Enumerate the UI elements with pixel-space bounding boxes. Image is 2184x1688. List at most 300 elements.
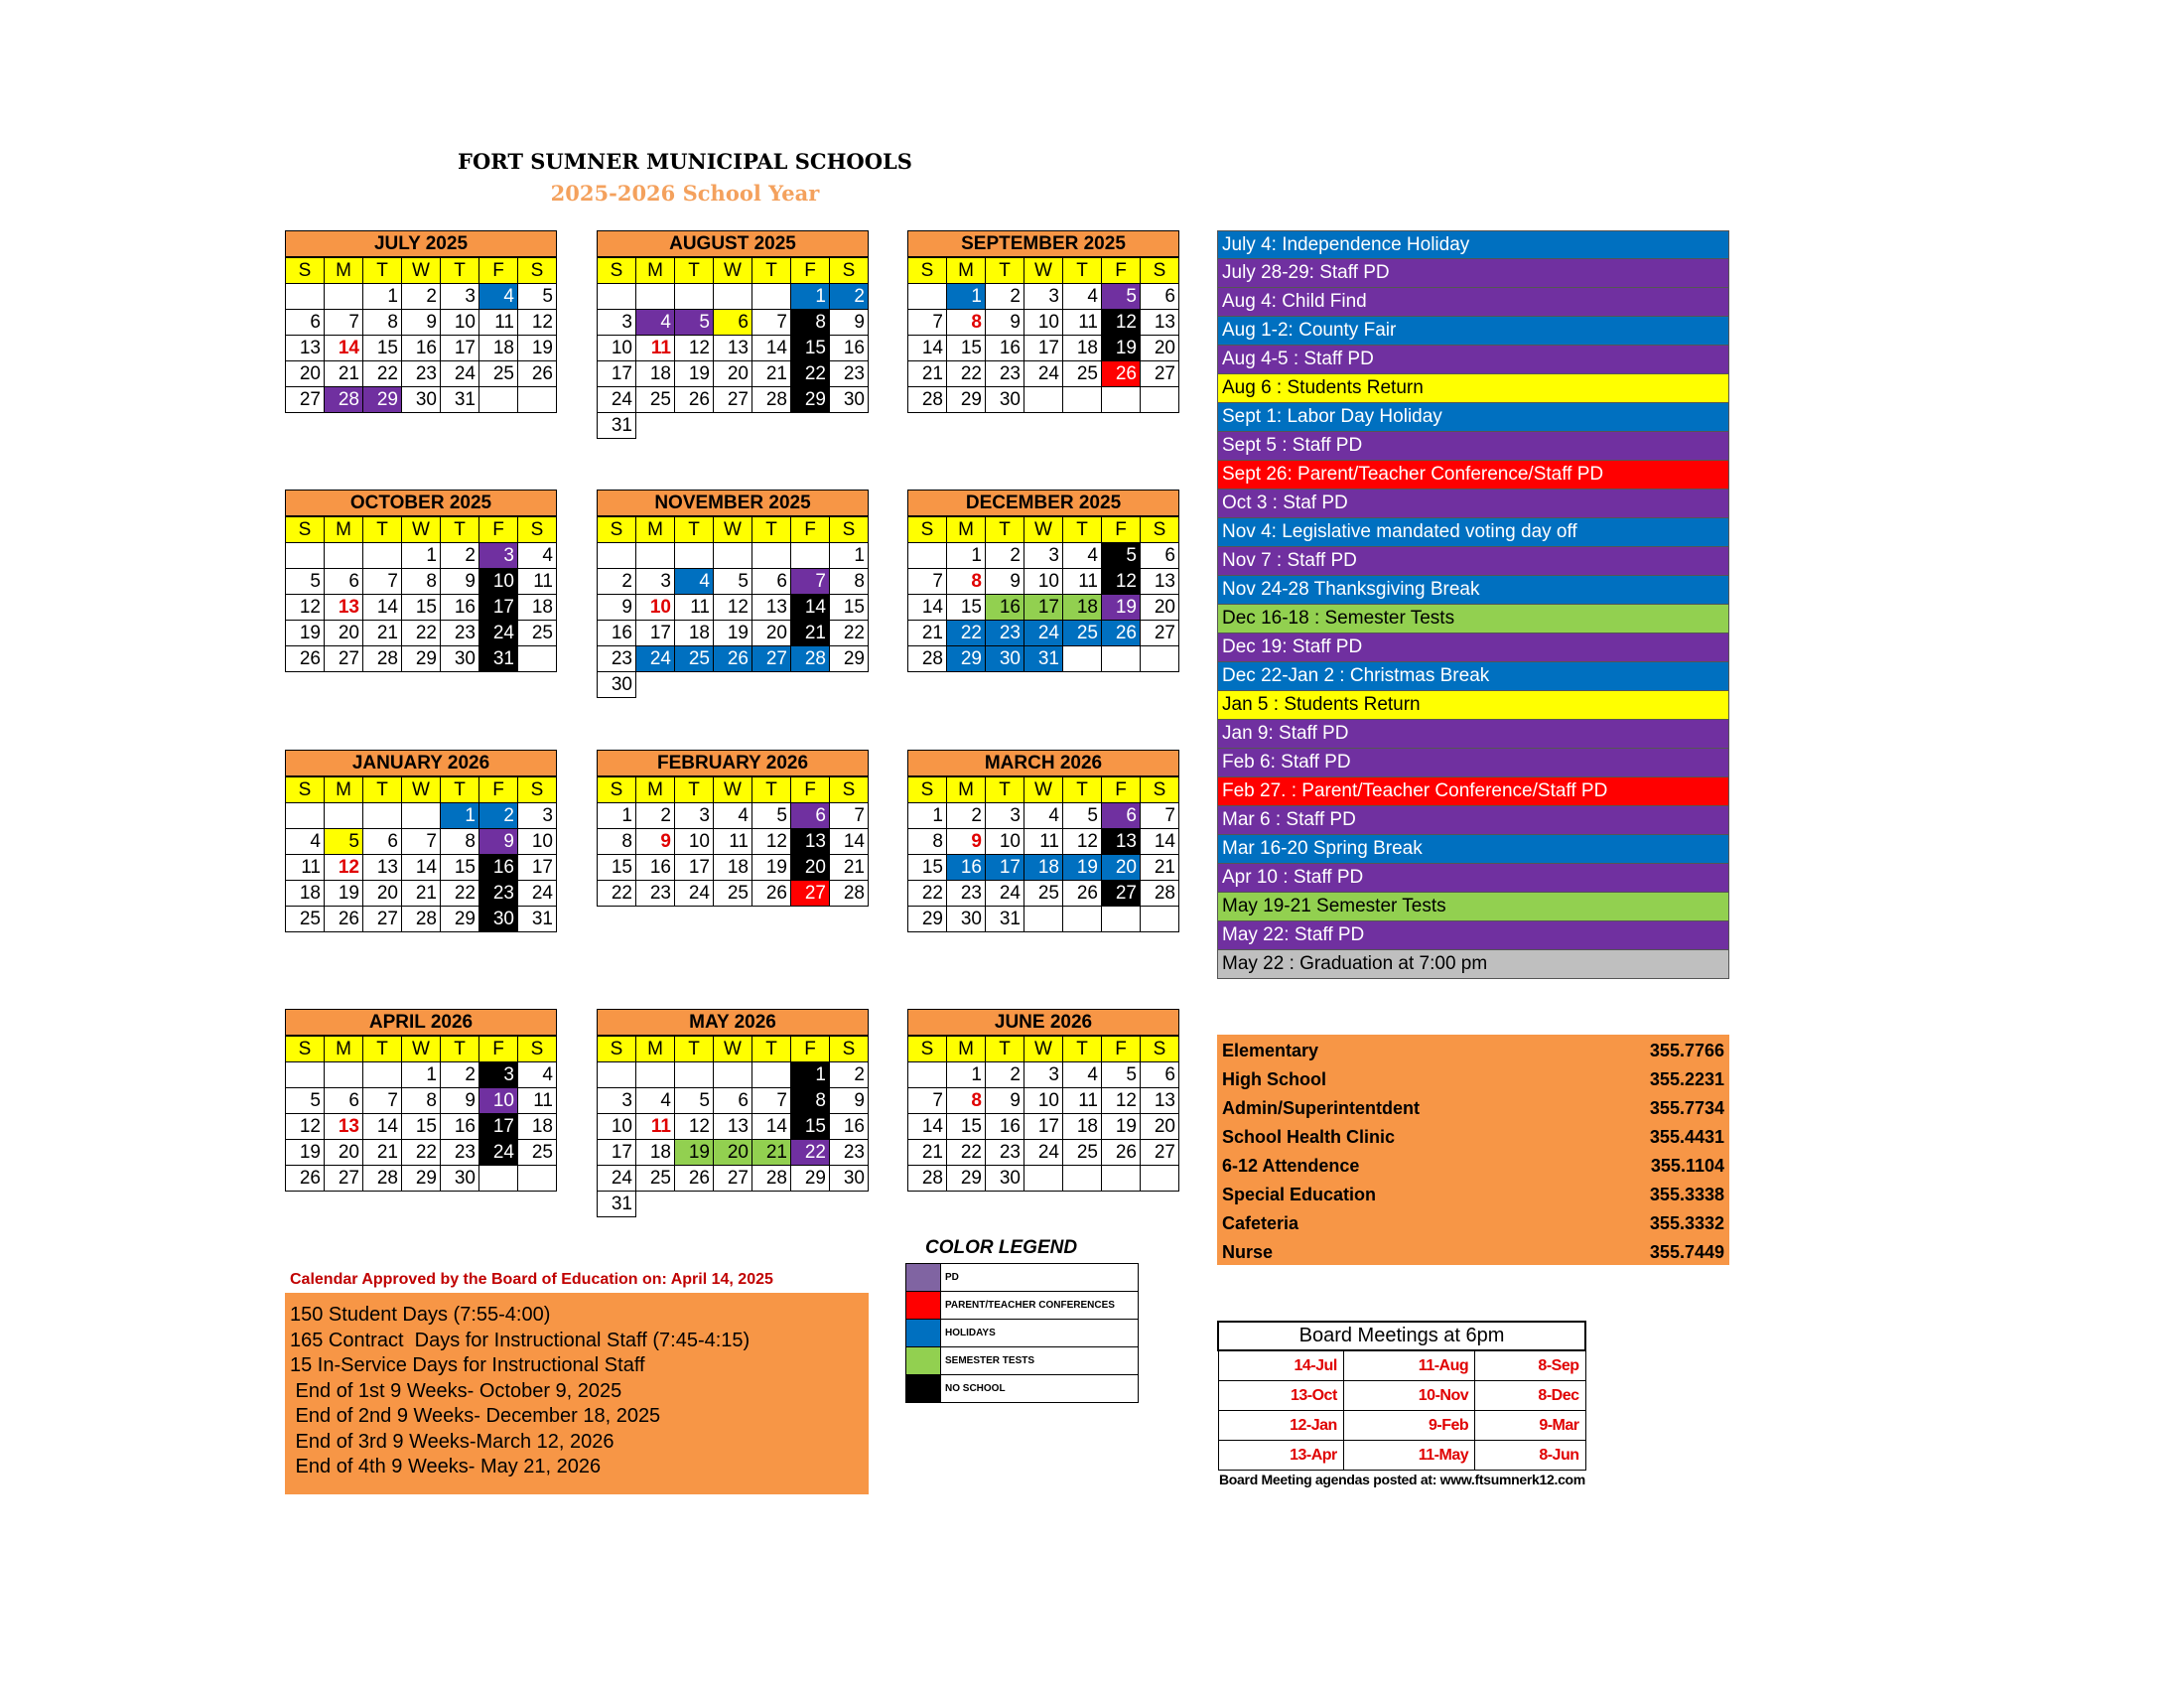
- day-cell: 3: [598, 1088, 636, 1114]
- day-cell: 23: [636, 881, 675, 907]
- day-cell: 6: [325, 1088, 363, 1114]
- day-cell: 13: [1141, 569, 1179, 595]
- weekday-header: S: [286, 258, 325, 284]
- weekday-header: T: [441, 517, 479, 543]
- day-cell: 19: [714, 621, 752, 646]
- day-cell: 19: [286, 1140, 325, 1166]
- day-cell: 27: [791, 881, 830, 907]
- contact-row: [1217, 1037, 1729, 1065]
- contact-phone: 355.3332: [1649, 1213, 1724, 1233]
- day-cell: [1024, 907, 1063, 932]
- day-cell: 20: [325, 1140, 363, 1166]
- day-cell: 10: [636, 595, 675, 621]
- day-cell: 15: [830, 595, 869, 621]
- day-cell: 30: [598, 672, 636, 698]
- weekday-header: S: [830, 517, 869, 543]
- weekday-header: M: [325, 777, 363, 803]
- day-cell: 26: [752, 881, 791, 907]
- day-cell: 26: [675, 387, 714, 413]
- day-cell: 28: [908, 646, 947, 672]
- day-cell: 24: [479, 1140, 518, 1166]
- board-meeting-date: 11-May: [1343, 1441, 1474, 1471]
- month-december: [907, 490, 1179, 672]
- day-cell: [791, 1192, 830, 1217]
- month-days-table: [285, 516, 557, 672]
- day-cell: 23: [986, 621, 1024, 646]
- board-meeting-date: 13-Apr: [1218, 1441, 1343, 1471]
- day-cell: 23: [830, 361, 869, 387]
- day-cell: 24: [518, 881, 557, 907]
- contact-row: [1217, 1152, 1729, 1181]
- legend-swatch: [906, 1320, 941, 1347]
- day-cell: 2: [830, 284, 869, 310]
- day-cell: 25: [286, 907, 325, 932]
- month-june: [907, 1009, 1179, 1192]
- day-cell: 2: [441, 1062, 479, 1088]
- day-cell: 8: [598, 829, 636, 855]
- day-cell: 12: [325, 855, 363, 881]
- contact-name: Special Education: [1222, 1185, 1377, 1204]
- day-cell: 26: [714, 646, 752, 672]
- day-cell: 26: [1102, 621, 1141, 646]
- event-item: Mar 6 : Staff PD: [1217, 806, 1729, 835]
- month-days-table: [285, 257, 557, 413]
- day-cell: 27: [325, 646, 363, 672]
- day-cell: 2: [441, 543, 479, 569]
- day-cell: 18: [1063, 1114, 1102, 1140]
- day-cell: 16: [830, 1114, 869, 1140]
- day-cell: 10: [441, 310, 479, 336]
- day-cell: 9: [830, 310, 869, 336]
- day-cell: 6: [363, 829, 402, 855]
- day-cell: 7: [908, 569, 947, 595]
- weekday-header: M: [636, 517, 675, 543]
- weekday-header: T: [363, 517, 402, 543]
- board-meeting-date: 8-Jun: [1475, 1441, 1585, 1471]
- day-cell: 17: [479, 595, 518, 621]
- event-item: May 19-21 Semester Tests: [1217, 893, 1729, 921]
- day-cell: 10: [675, 829, 714, 855]
- day-cell: 28: [752, 387, 791, 413]
- day-cell: [363, 1062, 402, 1088]
- day-cell: 21: [325, 361, 363, 387]
- day-cell: 1: [908, 803, 947, 829]
- weekday-header: M: [947, 777, 986, 803]
- weekday-header: F: [1102, 1037, 1141, 1062]
- day-cell: 6: [1141, 543, 1179, 569]
- day-cell: 16: [986, 1114, 1024, 1140]
- contact-name: Cafeteria: [1222, 1213, 1299, 1233]
- day-cell: 4: [675, 569, 714, 595]
- day-cell: 19: [752, 855, 791, 881]
- day-cell: [325, 284, 363, 310]
- day-cell: 9: [636, 829, 675, 855]
- day-cell: 20: [791, 855, 830, 881]
- note-line: 165 Contract Days for Instructional Staff (7:45-4:15): [290, 1329, 751, 1351]
- weekday-header: T: [675, 777, 714, 803]
- day-cell: 25: [675, 646, 714, 672]
- day-cell: 3: [986, 803, 1024, 829]
- day-cell: 5: [286, 1088, 325, 1114]
- day-cell: 11: [286, 855, 325, 881]
- day-cell: 5: [675, 310, 714, 336]
- day-cell: 10: [598, 336, 636, 361]
- day-cell: 11: [1024, 829, 1063, 855]
- month-april: [285, 1009, 557, 1192]
- day-cell: 19: [1102, 595, 1141, 621]
- weekday-header: T: [752, 777, 791, 803]
- weekday-header: T: [441, 1037, 479, 1062]
- month-title: JANUARY 2026: [285, 750, 557, 776]
- day-cell: 19: [1063, 855, 1102, 881]
- day-cell: 22: [441, 881, 479, 907]
- contact-row: [1217, 1181, 1729, 1209]
- event-item: Jan 9: Staff PD: [1217, 720, 1729, 749]
- day-cell: 12: [1102, 569, 1141, 595]
- day-cell: [1102, 1166, 1141, 1192]
- weekday-header: T: [675, 517, 714, 543]
- day-cell: [1063, 1166, 1102, 1192]
- day-cell: [1141, 646, 1179, 672]
- day-cell: 2: [402, 284, 441, 310]
- day-cell: 18: [675, 621, 714, 646]
- day-cell: 3: [1024, 543, 1063, 569]
- day-cell: [752, 1192, 791, 1217]
- day-cell: 25: [1063, 1140, 1102, 1166]
- day-cell: 9: [986, 1088, 1024, 1114]
- day-cell: 15: [947, 595, 986, 621]
- day-cell: 22: [402, 621, 441, 646]
- day-cell: 10: [1024, 310, 1063, 336]
- day-cell: 20: [325, 621, 363, 646]
- contact-name: Elementary: [1222, 1041, 1319, 1060]
- day-cell: 14: [752, 336, 791, 361]
- day-cell: 16: [986, 336, 1024, 361]
- day-cell: 2: [479, 803, 518, 829]
- day-cell: [752, 672, 791, 698]
- day-cell: 13: [714, 1114, 752, 1140]
- day-cell: 7: [363, 1088, 402, 1114]
- month-title: OCTOBER 2025: [285, 490, 557, 516]
- day-cell: [325, 543, 363, 569]
- weekday-header: M: [636, 1037, 675, 1062]
- month-days-table: [597, 1036, 869, 1217]
- day-cell: [675, 1192, 714, 1217]
- month-title: JUNE 2026: [907, 1009, 1179, 1036]
- event-item: May 22: Staff PD: [1217, 921, 1729, 950]
- day-cell: 19: [675, 1140, 714, 1166]
- day-cell: 4: [479, 284, 518, 310]
- day-cell: 14: [752, 1114, 791, 1140]
- day-cell: 1: [947, 1062, 986, 1088]
- month-days-table: [597, 257, 869, 439]
- day-cell: 16: [479, 855, 518, 881]
- day-cell: 12: [675, 1114, 714, 1140]
- day-cell: 22: [402, 1140, 441, 1166]
- day-cell: 21: [402, 881, 441, 907]
- events-list: [1217, 230, 1729, 979]
- weekday-header: M: [636, 258, 675, 284]
- day-cell: [363, 543, 402, 569]
- day-cell: 10: [518, 829, 557, 855]
- day-cell: 26: [675, 1166, 714, 1192]
- day-cell: [714, 284, 752, 310]
- day-cell: 5: [325, 829, 363, 855]
- day-cell: 1: [791, 284, 830, 310]
- day-cell: 19: [286, 621, 325, 646]
- day-cell: 14: [908, 1114, 947, 1140]
- day-cell: 27: [325, 1166, 363, 1192]
- event-item: Feb 27. : Parent/Teacher Conference/Staff PD: [1217, 777, 1729, 806]
- weekday-header: T: [752, 1037, 791, 1062]
- day-cell: 29: [947, 387, 986, 413]
- day-cell: 26: [518, 361, 557, 387]
- day-cell: 17: [1024, 1114, 1063, 1140]
- day-cell: 5: [714, 569, 752, 595]
- day-cell: 27: [1141, 361, 1179, 387]
- day-cell: 31: [518, 907, 557, 932]
- day-cell: 7: [363, 569, 402, 595]
- legend-swatch: [906, 1292, 941, 1320]
- day-cell: 18: [518, 1114, 557, 1140]
- day-cell: 17: [441, 336, 479, 361]
- day-cell: 4: [286, 829, 325, 855]
- weekday-header: W: [402, 258, 441, 284]
- board-meeting-date: 9-Feb: [1343, 1411, 1474, 1441]
- weekday-header: T: [752, 258, 791, 284]
- weekday-header: S: [908, 258, 947, 284]
- board-meeting-date: 10-Nov: [1343, 1381, 1474, 1411]
- day-cell: 11: [479, 310, 518, 336]
- day-cell: 17: [598, 1140, 636, 1166]
- day-cell: 8: [363, 310, 402, 336]
- day-cell: [908, 284, 947, 310]
- day-cell: 16: [947, 855, 986, 881]
- day-cell: 10: [1024, 569, 1063, 595]
- contact-name: Admin/Superintentdent: [1222, 1098, 1420, 1118]
- day-cell: 17: [1024, 336, 1063, 361]
- day-cell: 16: [441, 1114, 479, 1140]
- day-cell: 22: [947, 361, 986, 387]
- day-cell: 4: [1063, 284, 1102, 310]
- day-cell: 13: [714, 336, 752, 361]
- day-cell: 14: [363, 1114, 402, 1140]
- day-cell: 3: [636, 569, 675, 595]
- day-cell: 12: [1063, 829, 1102, 855]
- event-item: Oct 3 : Staf PD: [1217, 490, 1729, 518]
- day-cell: 20: [1141, 595, 1179, 621]
- month-days-table: [907, 516, 1179, 672]
- day-cell: 5: [286, 569, 325, 595]
- day-cell: 24: [636, 646, 675, 672]
- day-cell: 26: [1102, 1140, 1141, 1166]
- day-cell: 28: [1141, 881, 1179, 907]
- day-cell: 17: [675, 855, 714, 881]
- weekday-header: S: [830, 777, 869, 803]
- day-cell: 30: [986, 387, 1024, 413]
- month-days-table: [907, 1036, 1179, 1192]
- day-cell: 27: [752, 646, 791, 672]
- day-cell: 9: [986, 569, 1024, 595]
- board-agenda-note: Board Meeting agendas posted at: www.ftsumnerk12.com: [1219, 1472, 1585, 1487]
- day-cell: 18: [1063, 336, 1102, 361]
- day-cell: 31: [441, 387, 479, 413]
- page-title: FORT SUMNER MUNICIPAL SCHOOLS: [458, 149, 912, 174]
- day-cell: [675, 1062, 714, 1088]
- day-cell: 13: [1102, 829, 1141, 855]
- page-subtitle: 2025-2026 School Year: [550, 181, 820, 206]
- day-cell: 7: [830, 803, 869, 829]
- weekday-header: S: [598, 1037, 636, 1062]
- month-september: [907, 230, 1179, 413]
- day-cell: 4: [636, 1088, 675, 1114]
- day-cell: 8: [402, 569, 441, 595]
- month-march: [907, 750, 1179, 932]
- day-cell: 7: [752, 310, 791, 336]
- day-cell: 19: [1102, 336, 1141, 361]
- day-cell: 24: [441, 361, 479, 387]
- day-cell: 15: [947, 1114, 986, 1140]
- day-cell: 20: [752, 621, 791, 646]
- event-item: Jan 5 : Students Return: [1217, 691, 1729, 720]
- day-cell: 7: [752, 1088, 791, 1114]
- weekday-header: S: [286, 1037, 325, 1062]
- day-cell: 13: [791, 829, 830, 855]
- contact-phone: 355.4431: [1649, 1127, 1724, 1147]
- event-item: Sept 1: Labor Day Holiday: [1217, 403, 1729, 432]
- day-cell: 5: [1102, 1062, 1141, 1088]
- weekday-header: F: [791, 1037, 830, 1062]
- note-line: End of 2nd 9 Weeks- December 18, 2025: [290, 1405, 661, 1427]
- event-item: Mar 16-20 Spring Break: [1217, 835, 1729, 864]
- weekday-header: W: [714, 517, 752, 543]
- day-cell: 13: [1141, 1088, 1179, 1114]
- day-cell: 7: [1141, 803, 1179, 829]
- day-cell: 11: [636, 336, 675, 361]
- school-year-notes: [285, 1293, 869, 1494]
- day-cell: 24: [675, 881, 714, 907]
- board-meeting-date: 8-Sep: [1475, 1350, 1585, 1381]
- day-cell: 11: [518, 1088, 557, 1114]
- day-cell: [363, 803, 402, 829]
- day-cell: 18: [714, 855, 752, 881]
- day-cell: [598, 284, 636, 310]
- day-cell: 23: [441, 1140, 479, 1166]
- day-cell: 24: [1024, 1140, 1063, 1166]
- day-cell: 24: [986, 881, 1024, 907]
- weekday-header: T: [986, 517, 1024, 543]
- month-title: FEBRUARY 2026: [597, 750, 869, 776]
- event-item: July 28-29: Staff PD: [1217, 259, 1729, 288]
- contact-name: 6-12 Attendence: [1222, 1156, 1360, 1176]
- contact-row: [1217, 1238, 1729, 1267]
- day-cell: 18: [1024, 855, 1063, 881]
- month-title: SEPTEMBER 2025: [907, 230, 1179, 257]
- day-cell: 28: [363, 1166, 402, 1192]
- day-cell: 17: [479, 1114, 518, 1140]
- day-cell: 9: [598, 595, 636, 621]
- month-title: JULY 2025: [285, 230, 557, 257]
- weekday-header: S: [598, 258, 636, 284]
- day-cell: 14: [908, 336, 947, 361]
- weekday-header: W: [1024, 258, 1063, 284]
- day-cell: [752, 284, 791, 310]
- day-cell: 1: [363, 284, 402, 310]
- day-cell: 22: [791, 1140, 830, 1166]
- day-cell: 6: [1141, 1062, 1179, 1088]
- day-cell: 30: [986, 1166, 1024, 1192]
- day-cell: 28: [791, 646, 830, 672]
- day-cell: 1: [598, 803, 636, 829]
- weekday-header: M: [947, 258, 986, 284]
- color-legend: [905, 1263, 1139, 1403]
- contact-phone: 355.1104: [1650, 1156, 1724, 1176]
- day-cell: 22: [947, 1140, 986, 1166]
- day-cell: 9: [830, 1088, 869, 1114]
- weekday-header: F: [479, 1037, 518, 1062]
- day-cell: 1: [947, 543, 986, 569]
- day-cell: 13: [363, 855, 402, 881]
- day-cell: 1: [947, 284, 986, 310]
- weekday-header: M: [325, 517, 363, 543]
- day-cell: 16: [441, 595, 479, 621]
- note-line: End of 3rd 9 Weeks-March 12, 2026: [290, 1430, 614, 1453]
- day-cell: 29: [402, 1166, 441, 1192]
- day-cell: [598, 543, 636, 569]
- weekday-header: T: [1063, 777, 1102, 803]
- contact-phone: 355.3338: [1649, 1185, 1724, 1204]
- weekday-header: T: [986, 258, 1024, 284]
- day-cell: [1141, 907, 1179, 932]
- day-cell: 8: [908, 829, 947, 855]
- month-title: APRIL 2026: [285, 1009, 557, 1036]
- day-cell: 1: [830, 543, 869, 569]
- day-cell: 6: [752, 569, 791, 595]
- day-cell: [1063, 387, 1102, 413]
- day-cell: 13: [325, 595, 363, 621]
- day-cell: 5: [1102, 543, 1141, 569]
- weekday-header: T: [752, 517, 791, 543]
- day-cell: 12: [675, 336, 714, 361]
- day-cell: 18: [636, 1140, 675, 1166]
- day-cell: 22: [791, 361, 830, 387]
- day-cell: 25: [1024, 881, 1063, 907]
- day-cell: [714, 1062, 752, 1088]
- approval-note: Calendar Approved by the Board of Education on: April 14, 2025: [290, 1271, 773, 1288]
- weekday-header: W: [402, 777, 441, 803]
- day-cell: 3: [1024, 1062, 1063, 1088]
- day-cell: 5: [675, 1088, 714, 1114]
- event-item: Sept 5 : Staff PD: [1217, 432, 1729, 461]
- day-cell: [791, 413, 830, 439]
- note-line: End of 1st 9 Weeks- October 9, 2025: [290, 1379, 622, 1402]
- day-cell: 26: [1102, 361, 1141, 387]
- day-cell: 30: [986, 646, 1024, 672]
- day-cell: 25: [1063, 361, 1102, 387]
- day-cell: 28: [325, 387, 363, 413]
- month-may: [597, 1009, 869, 1217]
- day-cell: [1024, 387, 1063, 413]
- day-cell: 19: [325, 881, 363, 907]
- weekday-header: S: [1141, 777, 1179, 803]
- day-cell: 6: [325, 569, 363, 595]
- day-cell: [830, 1192, 869, 1217]
- day-cell: 19: [518, 336, 557, 361]
- day-cell: 10: [479, 1088, 518, 1114]
- day-cell: 30: [479, 907, 518, 932]
- day-cell: 23: [441, 621, 479, 646]
- day-cell: 8: [402, 1088, 441, 1114]
